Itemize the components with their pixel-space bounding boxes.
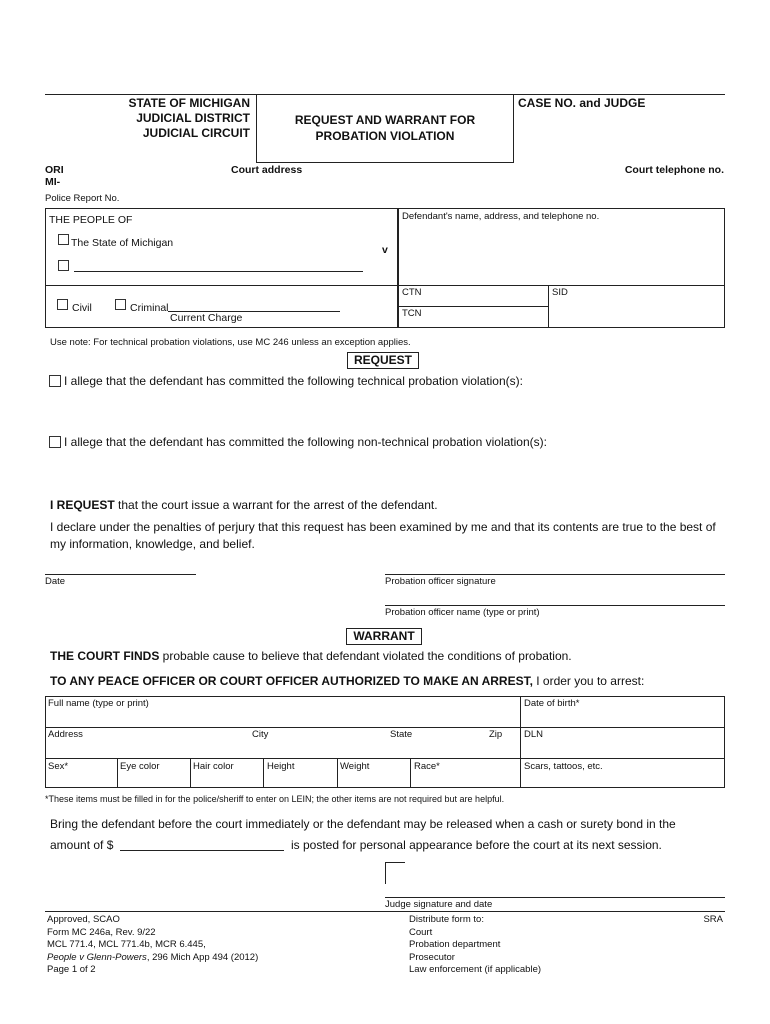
grid-row-divider-2: [45, 758, 725, 759]
non-technical-violation-checkbox[interactable]: [49, 436, 61, 448]
footer-rule: [45, 911, 725, 912]
grid-col-weight: [337, 758, 338, 788]
ctn-label: CTN: [402, 287, 422, 298]
sra-label: SRA: [703, 914, 723, 925]
people-box: [45, 208, 398, 328]
defendant-box[interactable]: [398, 208, 725, 328]
people-of-label: THE PEOPLE OF: [49, 214, 133, 226]
ori-block: [45, 164, 64, 188]
sid-divider: [548, 285, 549, 328]
weight-field[interactable]: Weight: [340, 761, 370, 772]
state-of-michigan-checkbox[interactable]: [58, 234, 69, 245]
case-citation: [47, 952, 258, 965]
ctn-divider: [398, 306, 548, 307]
grid-col-eye: [117, 758, 118, 788]
mi-label: MI-: [45, 176, 61, 188]
other-plaintiff-line[interactable]: [74, 271, 363, 272]
state-of-michigan-label: The State of Michigan: [71, 237, 174, 249]
po-signature-label: Probation officer signature: [385, 576, 496, 587]
bring-defendant-text: Bring the defendant before the court immediately or the defendant may be released when a cash or surety bond in the: [50, 817, 676, 831]
state-field[interactable]: State: [390, 729, 413, 740]
seal-corner-v: [385, 862, 386, 884]
other-plaintiff-checkbox[interactable]: [58, 260, 69, 271]
case-citation-italic: People v Glenn-Powers: [47, 951, 147, 963]
judge-signature-label: Judge signature and date: [385, 899, 493, 910]
warrant-heading: WARRANT: [346, 628, 422, 645]
scars-field[interactable]: Scars, tattoos, etc.: [524, 761, 603, 772]
sid-label: SID: [552, 287, 568, 298]
distribution-list: [409, 914, 541, 977]
grid-col-height: [263, 758, 264, 788]
i-request-bold: I REQUEST: [50, 498, 115, 512]
non-technical-violation-text: I allege that the defendant has committed the following non-technical probation violation(s):: [64, 435, 547, 449]
tcn-label: TCN: [402, 308, 422, 319]
date-line[interactable]: [45, 574, 196, 575]
civil-checkbox[interactable]: [57, 299, 68, 310]
eye-color-field[interactable]: Eye color: [120, 761, 160, 772]
amount-prefix: amount of $: [50, 838, 114, 852]
defendant-label: Defendant's name, address, and telephone no.: [402, 211, 600, 222]
technical-violation-text: I allege that the defendant has committed the following technical probation violation(s):: [64, 374, 523, 388]
address-field[interactable]: Address: [48, 729, 83, 740]
distribute-probation: Probation department: [409, 939, 501, 950]
amount-suffix: is posted for personal appearance before the court at its next session.: [291, 838, 662, 852]
versus-label: v: [382, 244, 388, 256]
form-title: [256, 112, 514, 144]
police-report-label: Police Report No.: [45, 193, 120, 204]
seal-corner-h: [385, 862, 405, 863]
court-finds-rest: probable cause to believe that defendant violated the conditions of probation.: [159, 649, 572, 663]
header-top-rule: [45, 94, 725, 95]
footer-approval: [47, 914, 258, 977]
court-phone-label: Court telephone no.: [624, 164, 724, 176]
page-number: Page 1 of 2: [47, 964, 96, 975]
state-label: STATE OF MICHIGAN: [128, 96, 250, 110]
perjury-declaration: I declare under the penalties of perjury that this request has been examined by me and that its contents are true to the best of my information, knowledge, and belief.: [50, 520, 716, 551]
height-field[interactable]: Height: [267, 761, 295, 772]
court-jurisdiction: [128, 96, 250, 141]
current-charge-label: Current Charge: [170, 312, 243, 324]
court-finds-statement: [50, 649, 572, 663]
criminal-label: Criminal: [130, 302, 169, 314]
approved-label: Approved, SCAO: [47, 914, 120, 925]
bond-amount-line[interactable]: [120, 850, 284, 851]
court-address-label: Court address: [231, 164, 303, 176]
arrest-order-bold: TO ANY PEACE OFFICER OR COURT OFFICER AUTHORIZED TO MAKE AN ARREST,: [50, 674, 533, 688]
grid-col-race: [410, 758, 411, 788]
grid-col-hair: [190, 758, 191, 788]
circuit-label: JUDICIAL CIRCUIT: [142, 126, 250, 140]
zip-field[interactable]: Zip: [489, 729, 503, 740]
po-name-label: Probation officer name (type or print): [385, 607, 540, 618]
case-citation-rest: , 296 Mich App 494 (2012): [146, 951, 259, 963]
criminal-checkbox[interactable]: [115, 299, 126, 310]
use-note: Use note: For technical probation violations, use MC 246 unless an exception applies.: [50, 337, 411, 348]
sex-field[interactable]: Sex*: [48, 761, 69, 772]
arrest-order: [50, 674, 644, 688]
people-box-divider: [45, 285, 398, 286]
distribute-label: Distribute form to:: [409, 914, 484, 925]
i-request-rest: that the court issue a warrant for the arrest of the defendant.: [114, 498, 438, 512]
i-request-statement: [50, 498, 438, 512]
distribute-prosecutor: Prosecutor: [409, 951, 455, 963]
hair-color-field[interactable]: Hair color: [193, 761, 234, 772]
full-name-field[interactable]: Full name (type or print): [48, 698, 149, 709]
distribute-law: Law enforcement (if applicable): [409, 964, 542, 975]
technical-violation-checkbox[interactable]: [49, 375, 61, 387]
race-field[interactable]: Race*: [414, 761, 440, 772]
civil-label: Civil: [72, 302, 92, 314]
date-label: Date: [45, 576, 66, 587]
court-finds-bold: THE COURT FINDS: [50, 649, 160, 663]
judge-signature-line[interactable]: [385, 897, 725, 898]
header-title-bottom-rule: [256, 162, 514, 163]
arrest-order-rest: I order you to arrest:: [532, 674, 645, 688]
request-heading: REQUEST: [347, 352, 419, 369]
grid-col-right: [520, 696, 521, 788]
po-name-line[interactable]: [385, 605, 725, 606]
po-signature-line[interactable]: [385, 574, 725, 575]
form-number: Form MC 246a, Rev. 9/22: [47, 926, 156, 938]
form-title-line2: PROBATION VIOLATION: [315, 129, 455, 143]
mcl-citation: MCL 771.4, MCL 771.4b, MCR 6.445,: [47, 939, 206, 950]
city-field[interactable]: City: [252, 729, 269, 740]
defendant-description-grid: [45, 696, 725, 788]
case-no-label: CASE NO. and JUDGE: [518, 96, 646, 110]
defendant-box-divider: [398, 285, 725, 286]
dob-field[interactable]: Date of birth*: [524, 698, 580, 709]
form-title-line1: REQUEST AND WARRANT FOR: [294, 113, 476, 127]
district-label: JUDICIAL DISTRICT: [136, 111, 250, 125]
ori-label: ORI: [45, 164, 64, 176]
dln-field[interactable]: DLN: [524, 729, 544, 740]
grid-row-divider-1: [45, 727, 725, 728]
distribute-court: Court: [409, 926, 433, 938]
lein-footnote: *These items must be filled in for the police/sheriff to enter on LEIN; the other items are not required but are helpful.: [45, 794, 505, 804]
